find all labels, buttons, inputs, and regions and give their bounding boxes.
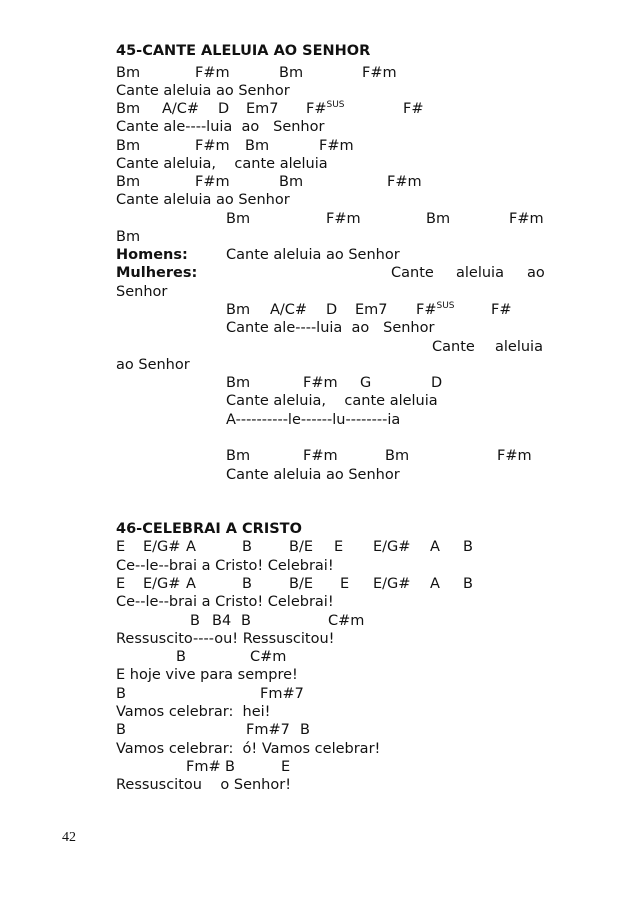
lyric-line: Vamos celebrar: ó! Vamos celebrar! <box>116 741 381 757</box>
chord: Fm#7 <box>260 686 304 702</box>
lyric-line: E hoje vive para sempre! <box>116 667 298 683</box>
chord: Fm#7 <box>246 722 290 738</box>
chord: A/C# <box>162 101 200 117</box>
chord: Bm <box>116 174 141 190</box>
lyric-line: Cante aleluia ao Senhor <box>226 467 400 483</box>
chord: B/E <box>289 539 313 555</box>
chord: F#$^{SUS}$ <box>306 100 345 117</box>
chord: E <box>334 539 344 555</box>
chord: Bm <box>245 138 270 154</box>
lyric-word: ao <box>527 265 545 281</box>
lyric-word: Cante <box>432 339 475 355</box>
lyric-word: Cante <box>391 265 434 281</box>
lyric-line: Cante ale----luia ao Senhor <box>226 320 435 336</box>
chord: B <box>225 759 235 775</box>
chord: F#m <box>195 138 230 154</box>
chord: F#m <box>303 375 338 391</box>
chord: Bm <box>116 229 141 245</box>
chord: F#m <box>387 174 422 190</box>
chord: Em7 <box>355 302 388 318</box>
lyric-line: Ressuscito----ou! Ressuscitou! <box>116 631 335 647</box>
lyric-line: Cante aleluia ao Senhor <box>116 192 290 208</box>
chord: B <box>242 576 252 592</box>
chord: B4 <box>212 613 232 629</box>
lyric-line: Ressuscitou o Senhor! <box>116 777 292 793</box>
chord: Bm <box>279 174 304 190</box>
lyric-word: aleluia <box>495 339 543 355</box>
chord: F#m <box>362 65 397 81</box>
chord: A <box>186 539 196 555</box>
chord: F#m <box>303 448 338 464</box>
chord: Bm <box>226 375 251 391</box>
chord: E/G# <box>373 539 411 555</box>
chord: B <box>176 649 186 665</box>
chord: Bm <box>226 302 251 318</box>
chord: Bm <box>226 211 251 227</box>
chord: E <box>116 539 126 555</box>
chord: F# <box>491 302 512 318</box>
song-title: 45-CANTE ALELUIA AO SENHOR <box>116 43 371 59</box>
lyric-line: Cante aleluia ao Senhor <box>226 247 400 263</box>
chord: F#m <box>497 448 532 464</box>
chord: F#m <box>319 138 354 154</box>
chord: D <box>431 375 443 391</box>
chord: Em7 <box>246 101 279 117</box>
chord: B <box>300 722 310 738</box>
lyric-line: Ce--le--brai a Cristo! Celebrai! <box>116 558 334 574</box>
chord: F# <box>403 101 424 117</box>
part-label-mulheres: Mulheres: <box>116 265 198 281</box>
chord: Bm <box>116 138 141 154</box>
chord: B/E <box>289 576 313 592</box>
page-number: 42 <box>62 830 76 845</box>
chord: F#$^{SUS}$ <box>416 301 455 318</box>
chord: E/G# <box>373 576 411 592</box>
chord: Bm <box>116 65 141 81</box>
lyric-line: Cante ale----luia ao Senhor <box>116 119 325 135</box>
chord: B <box>242 539 252 555</box>
lyric-line: ao Senhor <box>116 357 190 373</box>
chord: C#m <box>250 649 287 665</box>
chord: E <box>340 576 350 592</box>
chord: A <box>430 576 440 592</box>
chord: Bm <box>279 65 304 81</box>
chord: D <box>326 302 338 318</box>
chord: B <box>241 613 251 629</box>
chord: E/G# <box>143 576 181 592</box>
chord: E <box>116 576 126 592</box>
chord: Bm <box>116 101 141 117</box>
chord: C#m <box>328 613 365 629</box>
chord: B <box>190 613 200 629</box>
lyric-line: Senhor <box>116 284 168 300</box>
chord: D <box>218 101 230 117</box>
lyric-line: Cante aleluia, cante aleluia <box>116 156 328 172</box>
chord: B <box>116 686 126 702</box>
lyric-line: A----------le------lu--------ia <box>226 412 401 428</box>
lyric-line: Cante aleluia ao Senhor <box>116 83 290 99</box>
lyric-word: aleluia <box>456 265 504 281</box>
chord: F#m <box>195 174 230 190</box>
chord: Bm <box>426 211 451 227</box>
chord: A/C# <box>270 302 308 318</box>
chord: Bm <box>385 448 410 464</box>
chord: Bm <box>226 448 251 464</box>
chord: F#m <box>509 211 544 227</box>
chord: Fm# <box>186 759 221 775</box>
lyric-line: Cante aleluia, cante aleluia <box>226 393 438 409</box>
chord: E <box>281 759 291 775</box>
lyric-line: Ce--le--brai a Cristo! Celebrai! <box>116 594 334 610</box>
song-title: 46-CELEBRAI A CRISTO <box>116 521 302 537</box>
chord: A <box>430 539 440 555</box>
chord: F#m <box>326 211 361 227</box>
chord: B <box>463 539 473 555</box>
chord: A <box>186 576 196 592</box>
part-label-homens: Homens: <box>116 247 188 263</box>
chord: F#m <box>195 65 230 81</box>
chord: B <box>116 722 126 738</box>
chord: B <box>463 576 473 592</box>
chord: E/G# <box>143 539 181 555</box>
lyric-line: Vamos celebrar: hei! <box>116 704 271 720</box>
chord: G <box>360 375 372 391</box>
